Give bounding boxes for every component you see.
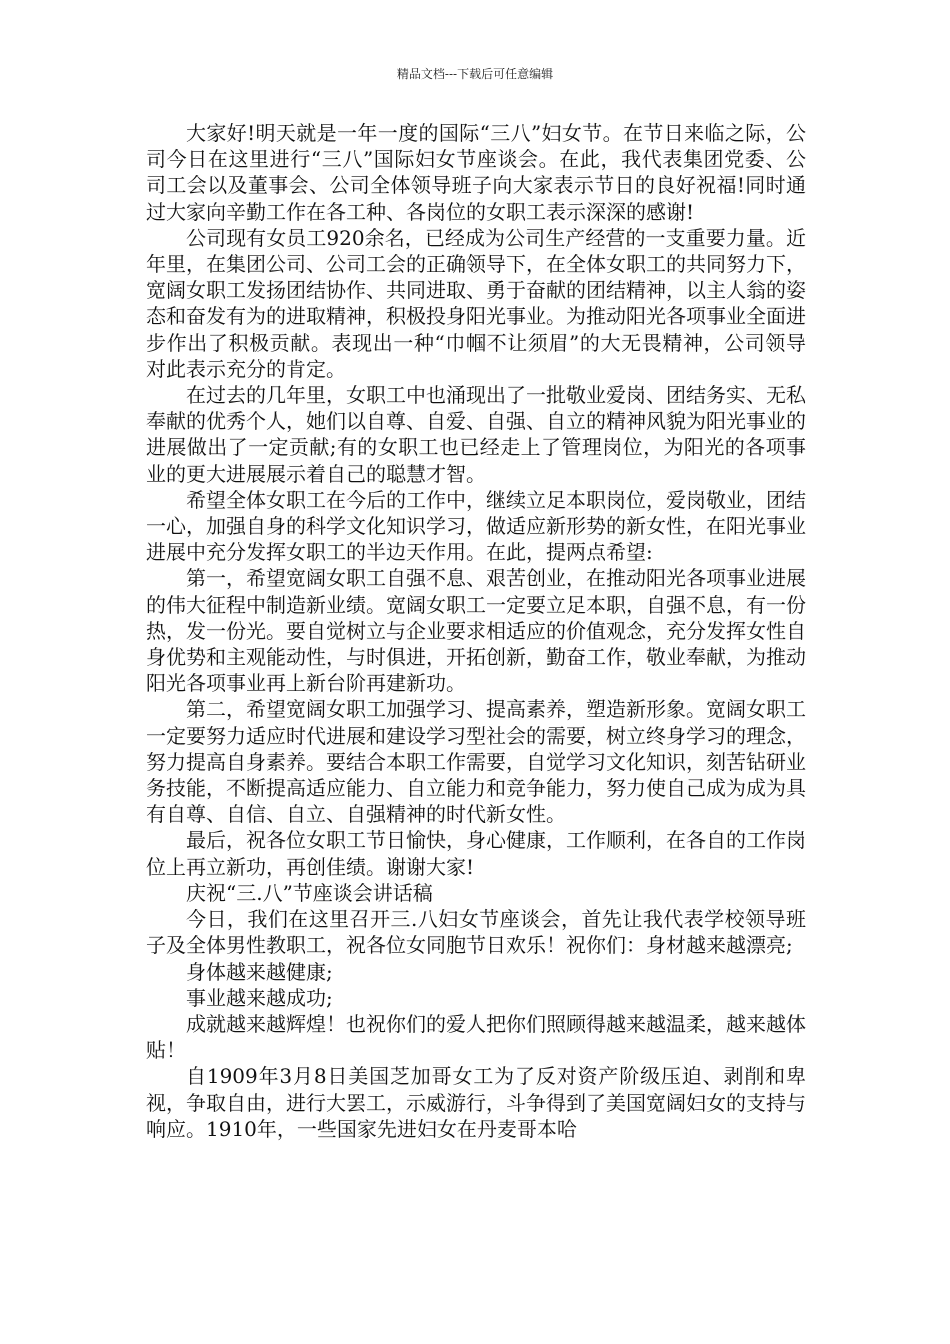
document-body xyxy=(146,120,806,1142)
wish-line-achievement: 成就越来越辉煌！也祝你们的爱人把你们照顾得越来越温柔，越来越体贴！ xyxy=(146,1011,806,1063)
paragraph-past-years: 在过去的几年里，女职工中也涌现出了一批敬业爱岗、团结务实、无私奉献的优秀个人，她们以自尊、自爱、自强、自立的精神风貌为阳光事业的进展做出了一定贡献;有的女职工也已经走上了管理岗位，为阳光的各项事业的更大进展展示着自己的聪慧才智。 xyxy=(146,383,806,486)
paragraph-today: 今日，我们在这里召开三.八妇女节座谈会，首先让我代表学校领导班子及全体男性教职工，祝各位女同胞节日欢乐！祝你们：身材越来越漂亮; xyxy=(146,907,806,958)
wish-line-health: 身体越来越健康; xyxy=(186,959,333,984)
paragraph-hope-second: 第二，希望宽阔女职工加强学习、提高素养，塑造新形象。宽阔女职工一定要努力适应时代进展和建设学习型社会的需要，树立终身学习的理念，努力提高自身素养。要结合本职工作需要，自觉学习文化知识，刻苦钻研业务技能，不断提高适应能力、自立能力和竞争能力，努力使自己成为成为具有自尊、自信、自立、自强精神的时代新女性。 xyxy=(146,697,806,827)
wish-line-career: 事业越来越成功; xyxy=(186,985,333,1010)
paragraph-closing: 最后，祝各位女职工节日愉快，身心健康，工作顺利，在各自的工作岗位上再立新功，再创佳绩。谢谢大家! xyxy=(146,828,806,879)
page-header: 精品文档---下载后可任意编辑 xyxy=(396,67,554,81)
paragraph-female-staff: 公司现有女员工920余名，已经成为公司生产经营的一支重要力量。近年里，在集团公司、公司工会的正确领导下，在全体女职工的共同努力下，宽阔女职工发扬团结协作、共同进取、勇于奋献的团结精神，以主人翁的姿态和奋发有为的进取精神，积极投身阳光事业。为推动阳光各项事业全面进步作出了积极贡献。表现出一种“巾帼不让须眉”的大无畏精神，公司领导对此表示充分的肯定。 xyxy=(146,225,806,381)
paragraph-greeting: 大家好!明天就是一年一度的国际“三八”妇女节。在节日来临之际，公司今日在这里进行“三八”国际妇女节座谈会。在此，我代表集团党委、公司工会以及董事会、公司全体领导班子向大家表示节日的良好祝福!同时通过大家向辛勤工作在各工种、各岗位的女职工表示深深的感谢! xyxy=(146,121,806,224)
paragraph-hope-first: 第一，希望宽阔女职工自强不息、艰苦创业，在推动阳光各项事业进展的伟大征程中制造新业绩。宽阔女职工一定要立足本职，自强不息，有一份热，发一份光。要自觉树立与企业要求相适应的价值观念，充分发挥女性自身优势和主观能动性，与时俱进，开拓创新，勤奋工作，敬业奉献，为推动阳光各项事业再上新台阶再建新功。 xyxy=(146,566,806,696)
section-title: 庆祝“三.八”节座谈会讲话稿 xyxy=(186,880,433,905)
paragraph-hopes-intro: 希望全体女职工在今后的工作中，继续立足本职岗位，爱岗敬业，团结一心，加强自身的科学文化知识学习，做适应新形势的新女性，在阳光事业进展中充分发挥女职工的半边天作用。在此，提两点希望: xyxy=(146,487,806,565)
paragraph-history: 自1909年3月8日美国芝加哥女工为了反对资产阶级压迫、剥削和卑视，争取自由，进行大罢工，示威游行，斗争得到了美国宽阔妇女的支持与响应。1910年，一些国家先进妇女在丹麦哥本哈 xyxy=(146,1064,806,1141)
